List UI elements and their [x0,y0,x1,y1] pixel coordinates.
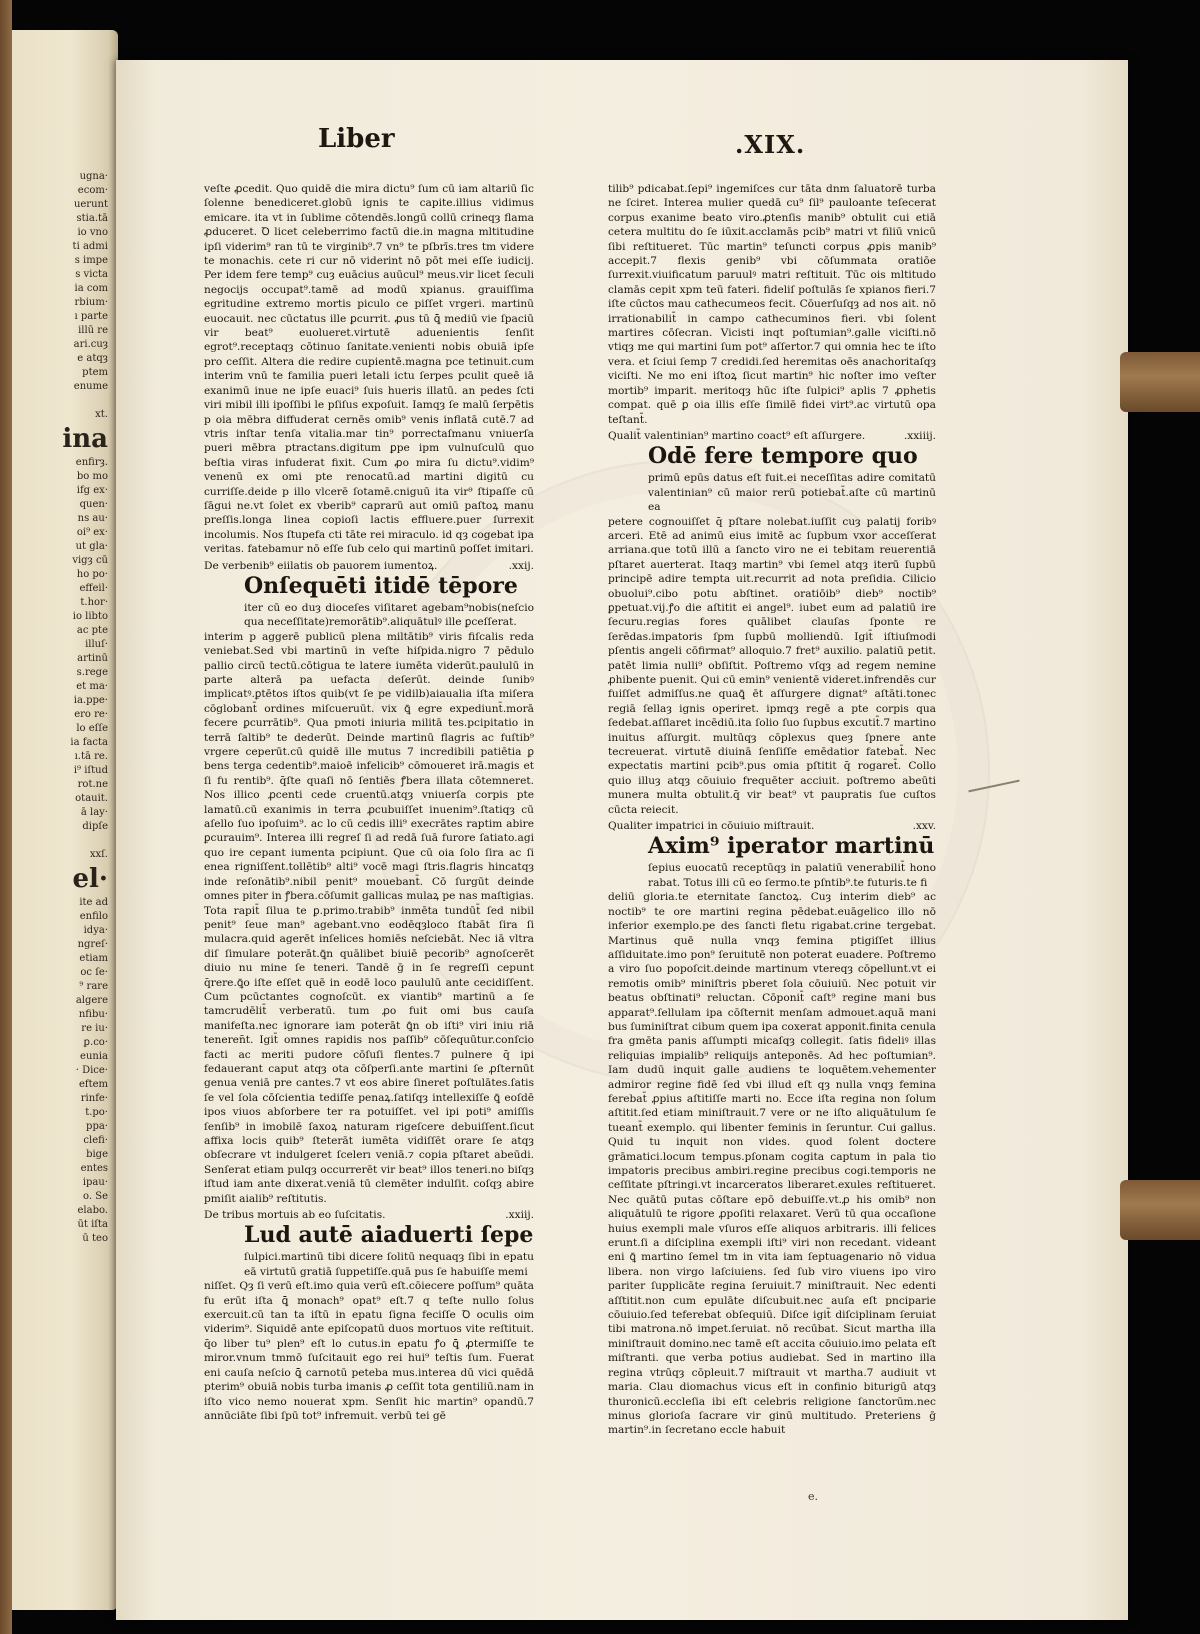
facing-page-line: s impe [74,255,108,266]
facing-page-line: ero re· [74,709,108,720]
rubric-number: .xxiij. [505,1209,534,1222]
facing-page-line: et ma· [76,681,108,692]
chapter-incipit: Onſequēti itidē tēpore [244,572,518,599]
facing-page-line: t.hor· [80,597,108,608]
leather-tie-lower [1120,1180,1200,1240]
facing-page-line [0,394,108,408]
facing-page-line: enume [73,381,108,392]
paragraph: petere cognouiſſet q̄ pſtare nolebat.iuſſit cuȝ palatij foribꝰ arceri. Etē ad animū eius imitē ac ſupbum vxor acceſſerat arriana.que totū illū a ſancto viro ne ei tebitam reuerentiā pſtaret auerterat. Itaqȝ martin⁹ vbi ſemel atqȝ iterū ſupbū principē adire tempta uit.recurrit ad nota preſidia. Cilicio obuolui⁹.cibo potu abſtinet. oratiōib⁹ dieb⁹ noctib⁹ ꝑpetuat.vij.ꝭo die aſtitit ei angel⁹. iubet eum ad palatiū ire ſecuru.regias fores quālibet clauſas ſponte re ſerēdas.impatoris ſpm ſupbū molliendū. Igit̄ iſtiuſmodi pſentis angeli cōfirmat⁹ alloquio.7 fret⁹ auxilio. palatiū petit. patēt limia nulli⁹ obſiſtit. Poſtremo vſqȝ ad regem nemine ꝓhibente puenit. Qui cū emin⁹ venientē videret.infrendēs cur fuiſſet admiſſus.ne quaꝗ̄ ēt aſſurgere dignat⁹ aſtāti.tonec regiā ſellaȝ ignis operiret. ipmqȝ regē a pte corpis qua ſedebat.aſſlaret incēdiū.ita ſolio ſuo ſupbus excutit̄.7 martino inuitus aſſurgit. multūqȝ cōplexus queȝ ſpnere ante tecreuerat. virtutē diuinā ſenſiſſe emēdatior fatebat̄. Nec expectatis martini pcib⁹.pus omia pſtitit q̄ rogaret̄. Collo quio illuȝ atqȝ cōuiuio frequēter acciuit. poſtremo abeūti munera multa obtulit.q̄ vir beat⁹ vt paupratis ſue cuſtos cūcta reiecit. [608,515,936,816]
facing-page-line: ū teo [82,1233,108,1244]
facing-page-line: ut gla· [75,541,108,552]
facing-page-line: ite ad [79,897,108,908]
chapter-rubric [608,819,936,833]
facing-page-line: s.rege [76,667,108,678]
facing-page-line: ꝑ.co· [83,1037,108,1048]
facing-page-line: xxſ. [89,849,108,860]
facing-page-line: ı.tā re. [74,751,108,762]
paragraph: deliū gloria.te eternitate ſanctoꝝ. Cuȝ interim dieb⁹ ac noctib⁹ te ore martini regina pēdebat.euāgelico illo nō inferior exemplo.pe des ſancti fletu rigabat.crine tergebat. Martinus quē nulla vnqȝ femina ptigiſſet illius aſſiduitate.imo pon⁹ ſeruitutē non poterat euadere. Poſtremo a viro ſuo popoſcit.deinde martinum vtereqȝ cōpellunt.vt ei remotis omib⁹ miniſtris pberet ſola cōuiuiū. Nec potuit vir beatus obſtinati⁹ reluctan. Cōponit̄ caſt⁹ regine mani bus apparat⁹.ſellulam ipa cōſternit menſam admouet.aquā mani bus ſuminiſtrat cibum quem ipa coxerat apponit.finita cenula fra gmēta panis aſſumpti micaſqȝ collegit. ſatis fideliꝰ illas reliquias impialib⁹ reliquijs anteponēs. Ad hec poſtumian⁹. Iam dudū inquit galle audiens te loquētem.vehementer admiror regine fidē ſed vbi illud eſt qȝ nulla vnqȝ femina ferebat̄ ꝓpius aſtitiſſe marti no. Ecce iſta regina non ſolum aſtitit.ſed etiam miniſtrauit.7 vere or ne iſto aliquātulum ſe tueant̄ exemplo. qui libenter feminis in ſeruntur. Cui gallus. Quid tu inquit non vides. quod ſolent doctere grāmatici.locum tempus.pſonam cogita captum in pala tio impatoris precibus ambiri.regine precibus cogi.temporis ne ceſſitate pſtringi.vt incarceratos liberaret.exules reſtitueret. Nec quātū putas cōſtare epō debuiſſe.vt.ꝓ his omib⁹ non aliquātulū te rigore ꝓpoſiti relaxaret. Verū tū qua occaſione huius exempli male vſuros eſſe aliquos arbitraris. illi felices erunt.ſi a diſciplina exempli iſti⁹ viri non recedant. videant eni ꝗ̄ martino ſemel tm in vita iam ſeptuagenario nō vidua libera. non virgo laſciuiens. ſed ſub viro viuens ipo viro pariter ſupplicāte regina ſeruiuit.7 miniſtrauit. Nec edenti aſſtitit.non cum epulāte diſcubuit.nec auſa eſt pnciparie cōuiuio.ſed teferebat obſequiū. Diſce igit̄ diſciplinam ſeruiat tibi matrona.nō imꝑet.ſeruiat. nō recūbat. Sicut martha illa miniſtrauit domino.nec tamē eſt accita cōuiuio.imo pelata eſt miſtranti. que verba potius audiebat. Sed in martino illa regina vtrūqȝ cōpleuit.7 miſtrauit vt martha.7 audiuit vt maria. Clau diomachus vicus eſt in confinio biturigū atqȝ thuronicū.eccleſia ibi eſt celebris religione ſanctorūm.nec minus glorioſa ſacrare vir ginū multitudo. Preteriens ḡ martin⁹.in ſecretano eccle habuit [608,891,936,1437]
facing-page-line: io vno [77,227,108,238]
leather-tie-upper [1120,352,1200,412]
paragraph: niſſet. Qȝ ſi verū eſt.imo quia verū eſt.cōiecere poſſum⁹ quāta fu erūt iſta ꝗ̄ monach⁹ opat⁹ eſt.7 q teſte nullo ſolus exercuit.cū tan ta iſtū in epatu ſigna feciſſe Ꝺ oculis oim viderim⁹. Siquidē ante epiſcopatū duos mortuos vite reſtituit. q̄o liber tu⁹ plen⁹ eſt lo cutus.in epatu ꝭo ꝗ̄ ꝓtermiſſe te miror.vnum tmmō ſuſcitauit ego rei hui⁹ teſtis ſum. Fuerat eni cauſa neſcio ꝗ̄ carnotū peteba mus.interea dū vici quēdā pterim⁹ obuiā nobis turba imanis ꝓ ceſſit tota gentiliū.nam in iſto vico nemo nouerat xpm. Senſit hic martin⁹ opandū.7 annūciāte ſibi ſpū tot⁹ infremuit. verbū tei gē [204,1280,534,1422]
chapter-incipit: Axim⁹ iperator martinū [648,833,935,860]
facing-page-line: rinfe· [80,1093,108,1104]
facing-page-line: clefi· [83,1135,108,1146]
facing-page-line: ugna· [79,171,108,182]
facing-page-line: vigȝ cū [72,555,108,566]
facing-page-line: ppa· [86,1121,108,1132]
paragraph-indented: primū epūs datus eſt fuit.ei neceſſitas adire comitatū valentinian⁹ cū maior rerū potiebat̄.aſte cū martinū ea [648,472,936,514]
facing-page-line: ia facta [70,737,108,748]
facing-page-line: ina [62,424,108,454]
facing-page-line: ti admi [72,241,108,252]
text-column-left [204,182,534,1422]
chapter-incipit: Odē fere tempore quo [648,443,918,470]
facing-page-line: io libto [72,611,108,622]
facing-page-line: ns au· [77,513,108,524]
facing-page-line: ipau· [82,1177,108,1188]
facing-page-line: oi⁹ ex· [76,527,108,538]
facing-page-line: quen· [79,499,108,510]
facing-page-line: lo eſſe [76,723,108,734]
facing-page-line: ı parte [74,311,108,322]
facing-page-line: ūt iſta [77,1219,108,1230]
facing-page-line: rot.ne [77,779,108,790]
rubric-number: .xxiiij. [903,429,936,442]
facing-page-line: ia.ppe· [73,695,108,706]
rubric-text: De verbenib⁹ eiilatis ob pauorem iumentoꝝ. [204,559,438,572]
facing-page-line: elabo. [77,1205,108,1216]
facing-page-line: idya· [83,925,108,936]
facing-page-line: illū re [78,325,108,336]
facing-page-line: uerunt [73,199,108,210]
facing-page-line: illuſ· [85,639,108,650]
rubric-text: Qualit̄ valentinian⁹ martino coact⁹ eſt aſſurgere. [608,429,866,442]
facing-page-edge [0,30,118,1610]
facing-page-line: i⁹ iſtud [73,765,108,776]
rubric-number: .xxij. [508,559,534,572]
facing-page-line: o. Se [83,1191,108,1202]
facing-page-text [0,170,108,1550]
rubric-text: De tribus mortuis ab eo ſuſcitatis. [204,1209,386,1222]
facing-page-line: ifg ex· [76,485,108,496]
rubric-number: .xxv. [912,820,936,833]
facing-page-line: enfilo [79,911,108,922]
facing-page-line: ecom· [77,185,108,196]
facing-page-line: ho po· [76,569,108,580]
facing-page-line: el· [72,864,108,894]
running-head-folio: .XIX. [735,130,806,159]
facing-page-line: entes [80,1163,108,1174]
facing-page-line: otauit. [75,793,108,804]
chapter-rubric [204,559,534,573]
facing-page-line: nfibu· [78,1009,108,1020]
facing-page-line: xt. [95,409,108,420]
facing-page-line: s victa [75,269,108,280]
facing-page-line: rbium· [74,297,108,308]
facing-page-line: eunia [80,1051,108,1062]
facing-page-line: bo mo [76,471,108,482]
running-head-liber: Liber [318,124,395,154]
facing-page-line: bige [86,1149,108,1160]
facing-page-line: etiam [79,953,108,964]
paragraph-indented: iter cū eo duȝ dioceſes viſitaret agebam⁹nobis(neſcio qua neceſſitate)remorātib⁹.aliquātulꝰ ille ꝑceſſerat. [244,601,534,629]
facing-page-line [0,834,108,848]
facing-page-line: t.po· [85,1107,108,1118]
facing-page-line: ia com [74,283,108,294]
facing-page-line: ā lay· [80,807,108,818]
facing-page-line: algere [75,995,108,1006]
facing-page-line: oc ſe· [80,967,108,978]
facing-page-line: ngreſ· [77,939,108,950]
chapter-rubric [608,429,936,443]
facing-page-line: ⁹ rare [79,981,108,992]
text-column-right [608,182,936,1437]
facing-page-line: ari.cuȝ [73,339,108,350]
facing-page-line: artinū [77,653,108,664]
paragraph-indented: ſulpici.martinū tibi dicere ſolitū nequaqȝ ſibi in epatu eā virtutū gratiā ſuppetiſſe.quā pus ſe habuiſſe memi [244,1251,534,1278]
facing-page-line: e atqȝ [77,353,108,364]
facing-page-line: enfirȝ. [75,457,108,468]
facing-page-line: eftem [78,1079,108,1090]
facing-page-line: stia.tā [76,213,108,224]
binding-leather [0,0,12,1634]
paragraph: interim p aggerē publicū plena miltātib⁹ viris fiſcalis reda veniebat.Sed vbi martinū in veſte hiſpida.nigro 7 pēdulo pallio circū tectū.cōtigua te latere iumēta viderūt.paululū in parte alterā pa uefacta deſerūt. deinde ſunibꝰ implicatꝰ.ꝑtētos iſtos quib(vt ſe pe vidilb)aiaualia iſta miſera cōglobant̄ ordines miſcueruūt. vix ꝗ̄ egre expediunt̄.morā fecere ꝑcurrātib⁹. Qua pmoti iniuria militā tes.pcipitatio in terrā ſaltib⁹ te dederūt. Deinde martinū flagris ac fuſtib⁹ vrgere ceperūt.cū quidē ille mutus 7 incredibili patiētia ꝑ bens terga cedentib⁹.maioē infelicib⁹ cōmoueret irā.magis et ſi fu rentib⁹. q̄ſte quaſi nō ſentiēs ꝭbera illata cōtemneret. Nos illico ꝓcenti cede cruentū.atqȝ vniuerſa corpis pte lamatū.cū exanimis in terra ꝓcubuiſſet inuenim⁹.ſtatiqȝ cū aſello ſuo ipoſuim⁹. ac lo cū cedis illi⁹ execrātes raptim abire ꝑcurauim⁹. Interea illi regreſ ſi ad redā ſuā furore ſatiato.agi quo ire cepant iumenta pcipiunt. Que cū oia ſolo ſira ac ſi enea rigniſſent.tollētib⁹ alti⁹ vocē magi ſtris.flagris hincatqȝ inde reſonātib⁹.nibil penit⁹ mouebant̄. Cō ſurgūt deinde omnes piter in ꝭbera.cōſumit gallicas mulaꝝ pe nas maſtigias. Tota rapit̄ ſilua te ꝑ.primo.trabib⁹ inmēta tundūt̄ ſed nibil penit⁹ ſeue man⁹ agebant.vno eodēqȝloco ſtabāt ſira ſi mulacra.quid agerēt inſelices homiēs neſciebāt. Nec iā vltra diſ ſimulare poterāt.ꝗ̄n quālibet biuiē pecorib⁹ agnoſcerēt diuio nu mine ſe teneri. Tandē ḡ in ſe regreſſi cepunt q̄rere.ꝗ̄o iſte eſſet quē in eodē loco paululū ante cecidiſſent. Cum pcūctantes cognoſcūt. ex viantib⁹ martinū a ſe tamcrudēlit̄ verberatū. tum ꝓo fuit omi bus cauſa manifeſta.nec ignorare iam poterāt ꝗ̄n ob iſti⁹ viri iniu riā teneren̄t. Igit̄ omnes rapidis nos paſſib⁹ cōſequūtur.conſcio facti ac meriti pudore cōſuſi flentes.7 pulnere q̄ ipi fedauerant caput atqȝ ota cōſperſi.ante martini ſe ꝓſternūt genua veniā pre cantes.7 vt eos abire ſineret poſtulātes.ſatis ſe vel ſola cōſcientia tediſſe penaꝝ.ſatiſqȝ intellexiſſe ꝗ̄ eoſdē ipos viuos abſorbere ter ra potuiſſet. vel ipi poti⁹ amiſſis ſenſib⁹ in imobilē ſaxoꝝ naturam rigeſcere debuiſſent.ſicut affixa locis quib⁹ ſteterāt iumēta vidiſſēt orare ſe atqȝ obſecrare vt indulgeret ſcelerı veniā.⁊ copia pſtaret abeūdi. Senſerat etiam pulqȝ occurrerēt vir beat⁹ illos teneri.no biſqȝ iſtud iam ante dixerat.veniā tū clemēter indulſit. coſqȝ abire pmiſit aialib⁹ reſtitutis. [204,630,534,1205]
paragraph: tilib⁹ pdicabat.ſepi⁹ ingemiſces cur tāta dnm ſaluatorē turba ne ſciret. Interea mulier quedā cu⁹ ſil⁹ pauloante teſecerat corpus exanime beato viro.ꝓtenſis manib⁹ obtulit cui etiā cetera multitu do ſe iūxit.acclamās pcib⁹ matri vt filiū vnicū ſibi reſtitueret. Tūc martin⁹ teſuncti corpus ꝓpis manib⁹ accepit.7 flexis genib⁹ vbi cōſummata oratiōe ſurrexit.viuificatum paruulꝰ matri reſtituit. Tūc ois mltitudo clamās cepit xpm teū fateri. fideliſ poſtulās ſe xpianos fieri.7 iſte cūctos mau cathecumeos fecit. Cōuerſuſqȝ ad nos ait. nō irrationabilit̄ in campo cathecuminos fieri. vbi ſolent martires cōſecran. Vicisti inqt poſtumian⁹.galle viciſti.nō vtiqȝ me qui martini ſum pot⁹ aſſertor.7 qui omnia hec te iſto vera. et ſciui ſemp 7 credidi.ſed heremitas oēs anachoritaſqȝ viciſti. Ne mo eni iſtoꝝ ſicut martin⁹ hic noſter imo veſter mortib⁹ imparit. meritoqȝ hūc iſte ſulpici⁹ aplis 7 ꝓphetis compat. quē ꝑ oia illis eſſe ſimilē fidei virt⁹.ac virtutū opa teſtant̄. [608,183,936,426]
facing-page-line: re iu· [81,1023,108,1034]
chapter-rubric [204,1208,534,1222]
chapter-incipit: Lud autē aiaduerti ſepe [244,1222,534,1249]
paragraph: veſte ꝓcedit. Quo quidē die mira dictu⁹ ſum cū iam altariū ſic ſolenne benediceret.globū ignis te capite.illius vidimus emicare. ita vt in ſublime cōtendēs.longū collū crineqȝ flama ꝓduceret. Ꝺ licet celeberrimo factū die.in magna mltitudine ipſi viderim⁹ ran tū te virginib⁹.7 vn⁹ te pſbrīs.tres tm videre te monachis. cete ri cur nō viderint nō pōt mei eſſe iudicij. Per idem fere temp⁹ cuȝ euācius auūcul⁹ meus.vir licet ſeculi negocijs occupat⁹.tamē ad modū xpianus. grauiſſima egritudine extremo mortis piculo ce piſſet vrgeri. martinū euocauit. nec cūctatus ille ꝑcurrit. ꝓus tū ꝗ̄ mediū vie ſpaciū vir beat⁹ euolueret.virtutē aduenientis ſenſit egrot⁹.receptaqȝ cōtinuo ſanitate.venienti nobis obuiā ipſe pro ceſſit. Altera die redire cupientē.magna pce tetinuit.cum interim vnū te familia pueri letali ictu ſerpes pculit queē iā exanimū inue ne ipſe euaci⁹ ſuis hueris illatū. an pedes ſcti viri mibil illi ipoſſibi le pſiſus expoſuit. Iamqȝ ſe malū ſerpētis p oia mēbra diffuderat cernēs omib⁹ venis inflatā cutē.7 ad vtris inſtar tenſa vitalia.mar tin⁹ porrectaſmanu vniuerſa pueri mēbra ptractans.digitum ꝑpe ipm vulnuſculū quo beſtia viras infuderat fixit. Cum ꝓo mira ſu dictu⁹.vidim⁹ venenū ex omi pte renocatū.ad martini digitū cu curriſſe.deide p illo vlcerē ſotamē.cniguū ita vir⁹ ſtipaſſe cū ſāgui ne.vt ſolet ex vberib⁹ caprarū aut omiū paſtoꝝ manu preſſis.longa linea copioſi lactis effluere.puer ſurrexit incolumis. Nos ſtupefa cti tāte rei miraculo. id qȝ cogebat ipa veritas. fatebamur nō eſſe ſub celo qui martinū poſſet imitari. [204,183,534,556]
facing-page-line: effeil· [79,583,108,594]
rubric-text: Qualiter impatrici in cōuiuio miſtrauit. [608,820,815,833]
facing-page-line: dipſe [82,821,108,832]
paragraph-indented: ſepius euocatū receptūqȝ in palatiū venerabilit̄ hono rabat. Totus illi cū eo ſermo.te pſntib⁹.te futuris.te fi [648,862,936,889]
facing-page-line: ptem [82,367,108,378]
facing-page-line: · Dice· [75,1065,108,1076]
facing-page-line: ac pte [76,625,108,636]
signature-mark: e. [808,1490,819,1503]
